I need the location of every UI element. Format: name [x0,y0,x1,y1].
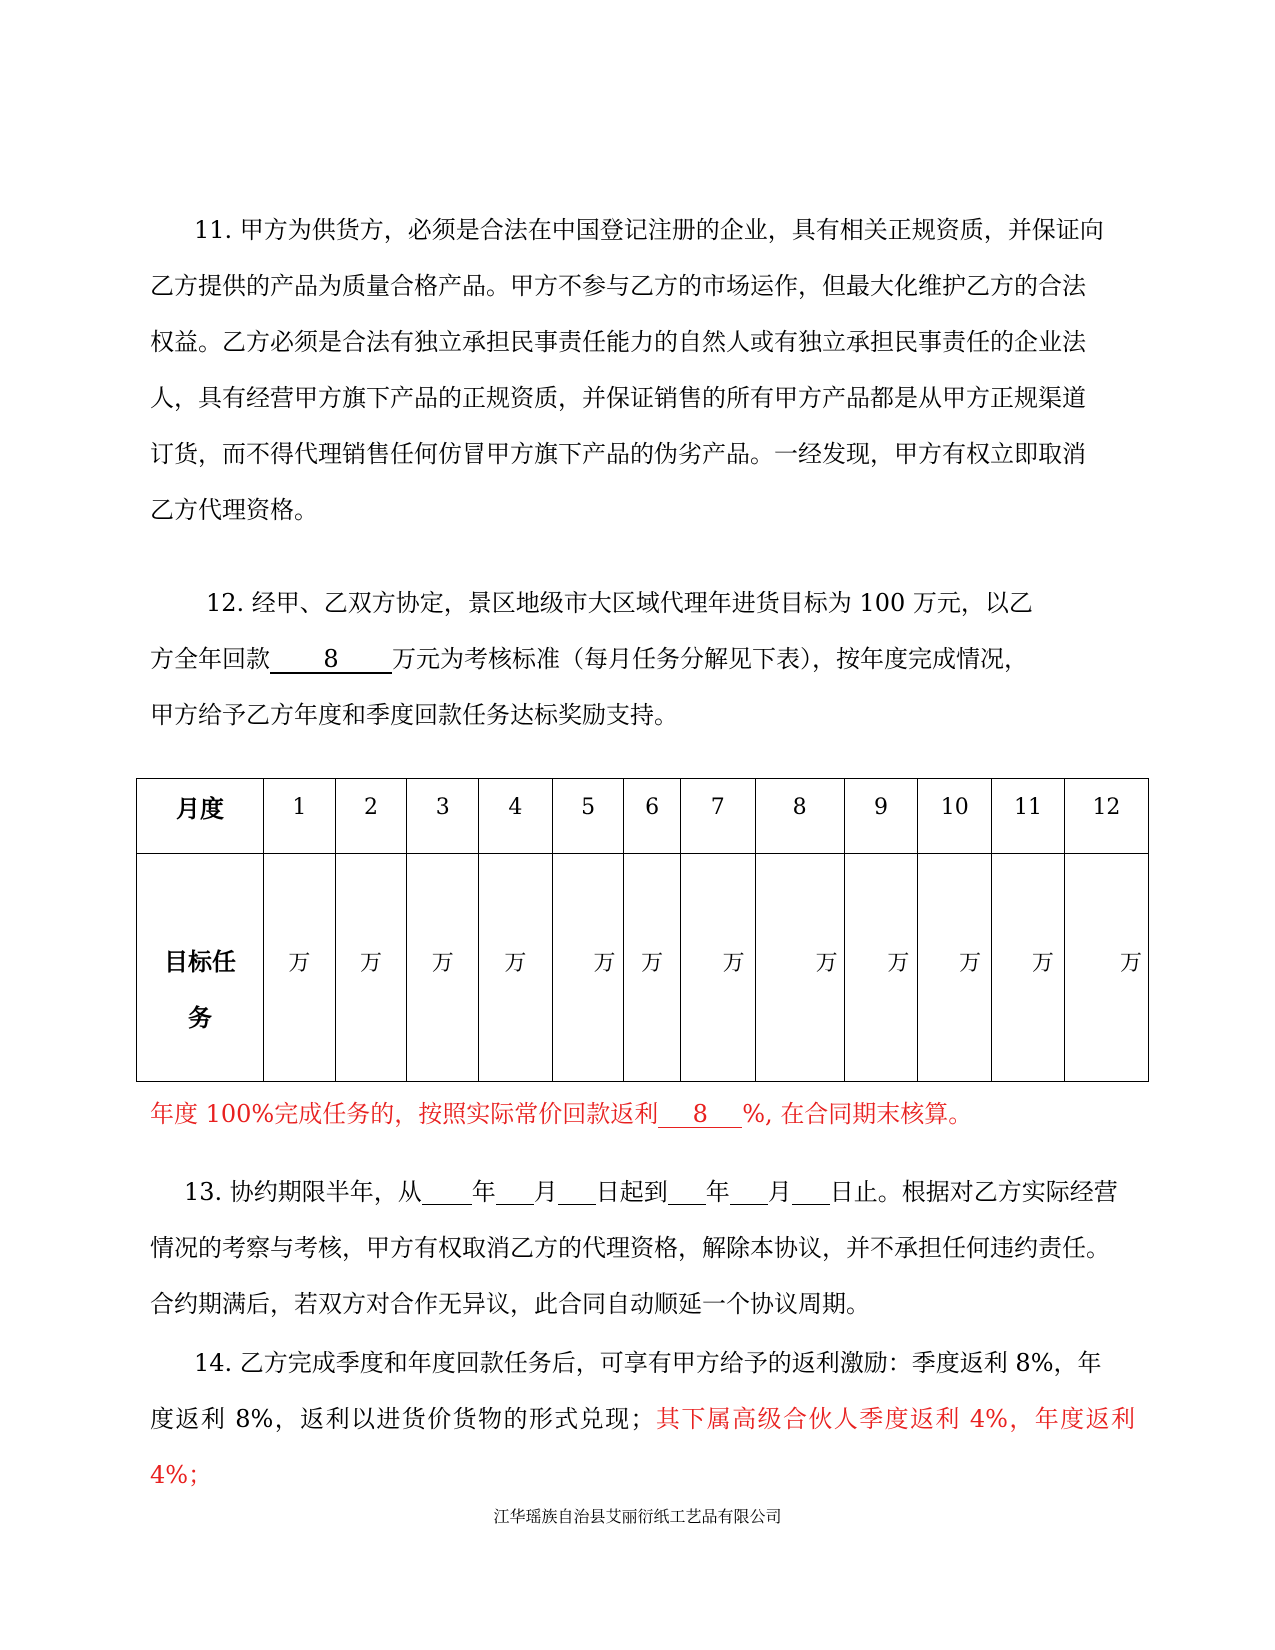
clause-12 [150,575,1135,743]
clause-12-line2 [150,631,1135,687]
month-cell: 9 [844,779,918,854]
clause-11-line: 人，具有经营甲方旗下产品的正规资质，并保证销售的所有甲方产品都是从甲方正规渠道 [150,384,1086,412]
month-cell: 7 [680,779,755,854]
start-year-blank [422,1180,472,1205]
end-month-blank [730,1180,768,1205]
clause-13-start: 13. 协约期限半年，从 [184,1178,422,1206]
target-cell: 万 [1064,854,1148,1082]
target-cell: 万 [680,854,755,1082]
target-cell: 万 [992,854,1065,1082]
clause-11-line: 订货，而不得代理销售任何仿冒甲方旗下产品的伪劣产品。一经发现，甲方有权立即取消 [150,440,1086,468]
month-cell: 10 [918,779,992,854]
month-cell: 11 [992,779,1065,854]
clause-13 [150,1164,1135,1332]
rebate-note-text: 年度 100%完成任务的，按照实际常价回款返利 [150,1100,659,1128]
target-cell: 万 [844,854,918,1082]
table-target-row [137,854,1149,1082]
footer-company-name: 江华瑶族自治县艾丽衍纸工艺品有限公司 [493,1507,782,1526]
rebate-note-tail: %, 在合同期末核算。 [742,1100,973,1128]
day-from-label: 日起到 [595,1178,668,1206]
clause-12-line3: 甲方给予乙方年度和季度回款任务达标奖励支持。 [150,701,678,729]
year-label: 年 [705,1178,730,1206]
clause-11 [150,202,1135,538]
month-cell: 12 [1064,779,1148,854]
clause-12-text-after: 万元为考核标准（每月任务分解见下表），按年度完成情况， [392,645,1028,673]
rebate-percent-value: 8 [658,1101,742,1128]
rebate-note [150,1086,1135,1142]
clause-14 [150,1335,1135,1503]
clause-13-line3: 合约期满后，若双方对合作无异议，此合同自动顺延一个协议周期。 [150,1290,870,1318]
clause-11-line: 乙方代理资格。 [150,496,318,524]
clause-14-line1: 14. 乙方完成季度和年度回款任务后，可享有甲方给予的返利激励：季度返利 8%，年 [194,1349,1102,1377]
end-year-blank [668,1180,706,1205]
month-cell: 1 [264,779,336,854]
day-to-label: 日止。根据对乙方实际经营 [829,1178,1118,1206]
year-label: 年 [471,1178,496,1206]
month-cell: 2 [335,779,407,854]
start-month-blank [496,1180,534,1205]
table-header-row [137,779,1149,854]
target-cell: 万 [755,854,844,1082]
clause-12-text-before: 方全年回款 [150,645,270,673]
month-cell: 4 [479,779,553,854]
clause-14-red-text: 其下属高级合伙人季度返利 4%，年度返利 4%； [150,1405,1135,1489]
start-day-blank [558,1180,596,1205]
clause-14-line2 [150,1391,1135,1503]
target-cell: 万 [335,854,407,1082]
annual-payment-value: 8 [270,646,392,674]
clause-11-line: 权益。乙方必须是合法有独立承担民事责任能力的自然人或有独立承担民事责任的企业法 [150,328,1086,356]
month-cell: 5 [552,779,624,854]
clause-12-line1: 12. 经甲、乙双方协定，景区地级市大区域代理年进货目标为 100 万元，以乙 [206,589,1033,617]
target-row-label: 目标任 务 [137,854,264,1082]
target-cell: 万 [264,854,336,1082]
month-label: 月 [767,1178,792,1206]
target-cell: 万 [552,854,624,1082]
clause-13-line2: 情况的考察与考核，甲方有权取消乙方的代理资格，解除本协议，并不承担任何违约责任。 [150,1234,1110,1262]
monthly-task-table [136,778,1149,1082]
target-cell: 万 [918,854,992,1082]
clause-14-black-text: 度返利 8%，返利以进货价货物的形式兑现； [150,1405,655,1433]
month-label: 月 [533,1178,558,1206]
clause-13-line1 [150,1164,1135,1220]
month-cell: 3 [407,779,479,854]
clause-11-line: 11. 甲方为供货方，必须是合法在中国登记注册的企业，具有相关正规资质，并保证向 [194,216,1104,244]
target-cell: 万 [479,854,553,1082]
target-cell: 万 [407,854,479,1082]
month-cell: 6 [624,779,680,854]
clause-11-line: 乙方提供的产品为质量合格产品。甲方不参与乙方的市场运作，但最大化维护乙方的合法 [150,272,1086,300]
month-header-label: 月度 [137,779,264,854]
month-cell: 8 [755,779,844,854]
target-cell: 万 [624,854,680,1082]
end-day-blank [792,1180,830,1205]
